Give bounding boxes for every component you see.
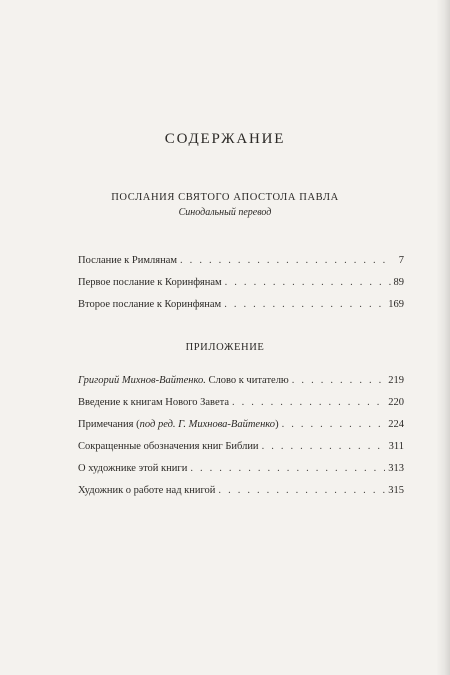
toc-entry-romans[interactable] [78, 254, 404, 267]
toc-entry-author: Григорий Михнов-Вайтенко. [78, 375, 206, 386]
toc-entry-title-rest: Слово к читателю [205, 375, 289, 386]
toc-page-number: 311 [388, 441, 404, 452]
contents-title: СОДЕРЖАНИЕ [164, 131, 286, 147]
toc-entry-notes[interactable] [78, 418, 404, 431]
toc-page-number: 219 [388, 375, 404, 386]
dot-leader [218, 484, 385, 497]
toc-page-number: 7 [398, 255, 404, 266]
toc-entry-title: О художнике этой книги [78, 463, 188, 474]
dot-leader [225, 276, 391, 289]
section-heading-epistles: ПОСЛАНИЯ СВЯТОГО АПОСТОЛА ПАВЛА [111, 192, 339, 203]
toc-entry-title: Послание к Римлянам [78, 255, 178, 266]
section-subtitle-translation: Синодальный перевод [178, 207, 272, 218]
toc-entry-introduction[interactable] [78, 396, 404, 409]
toc-entry-title: Первое послание к Коринфянам [78, 277, 222, 288]
toc-entry-editor: под ред. Г. Михнова-Вайтенко [139, 419, 276, 430]
toc-entry-title: Введение к книгам Нового Завета [78, 397, 229, 408]
toc-page-number: 220 [388, 397, 404, 408]
dot-leader [180, 254, 391, 267]
dot-leader [232, 396, 385, 409]
dot-leader [282, 418, 386, 431]
toc-page-number: 89 [393, 277, 404, 288]
toc-page-number: 313 [388, 463, 404, 474]
dot-leader [224, 298, 385, 311]
toc-entry-title: Сокращенные обозначения книг Библии [78, 441, 259, 452]
dot-leader [190, 462, 385, 475]
section-heading-appendix: ПРИЛОЖЕНИЕ [185, 342, 265, 353]
toc-entry-abbreviations[interactable] [78, 440, 404, 453]
toc-page-number: 224 [388, 419, 404, 430]
toc-entry-artist-on-work[interactable] [78, 484, 404, 497]
toc-page-number: 315 [388, 485, 404, 496]
toc-entry-title [78, 418, 279, 431]
toc-entry-title: Второе послание к Коринфянам [78, 299, 222, 310]
toc-entry-title-post: ) [275, 419, 279, 430]
toc-entry-2-corinthians[interactable] [78, 298, 404, 311]
toc-page-number: 169 [388, 299, 404, 310]
page-edge-shadow [436, 0, 450, 675]
toc-entry-title: Художник о работе над книгой [78, 485, 216, 496]
dot-leader [292, 374, 385, 387]
dot-leader [262, 440, 386, 453]
toc-entry-word-to-reader[interactable] [78, 374, 404, 387]
toc-entry-title-pre: Примечания ( [78, 419, 140, 430]
toc-entry-title [78, 374, 289, 387]
toc-entry-about-artist[interactable] [78, 462, 404, 475]
toc-entry-1-corinthians[interactable] [78, 276, 404, 289]
